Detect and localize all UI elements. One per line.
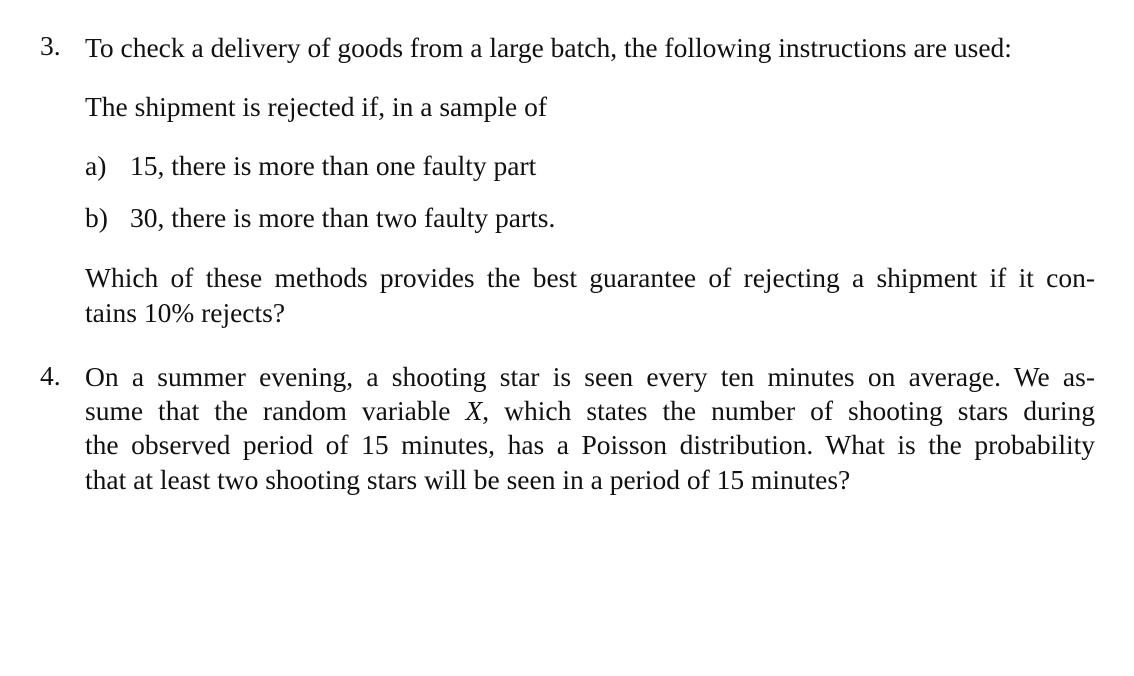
option-b [85, 200, 1095, 235]
question [85, 261, 1095, 330]
problem-number: 3. [40, 30, 61, 61]
problem-body [85, 30, 1095, 330]
problem-line: On a summer evening, a shooting star is seen every ten minutes on average. We as- [85, 361, 1095, 392]
option-label: a) [85, 150, 107, 181]
variable-x: X [465, 395, 483, 426]
question-line: tains 10% rejects? [85, 297, 286, 328]
option-text: 15, there is more than one faulty part [130, 150, 537, 181]
option-text: 30, there is more than two faulty parts. [130, 202, 556, 233]
problem-line: sume that the random variable X, which states the number of shooting stars during [85, 395, 1095, 426]
option-label: b) [85, 202, 108, 233]
problem-3 [40, 30, 1100, 330]
question-line: Which of these methods provides the best guarantee of rejecting a shipment if it con- [85, 262, 1095, 293]
rejection-rule: The shipment is rejected if, in a sample of [85, 91, 548, 122]
problem-4 [40, 360, 1100, 497]
problem-line: the observed period of 15 minutes, has a Poisson distribution. What is the probability [85, 429, 1095, 460]
problem-intro: To check a delivery of goods from a large batch, the following instructions are used: [85, 32, 1012, 63]
problem-body [85, 360, 1095, 497]
problem-number: 4. [40, 360, 61, 391]
option-a [85, 148, 1095, 183]
problem-line: that at least two shooting stars will be seen in a period of 15 minutes? [85, 464, 851, 495]
